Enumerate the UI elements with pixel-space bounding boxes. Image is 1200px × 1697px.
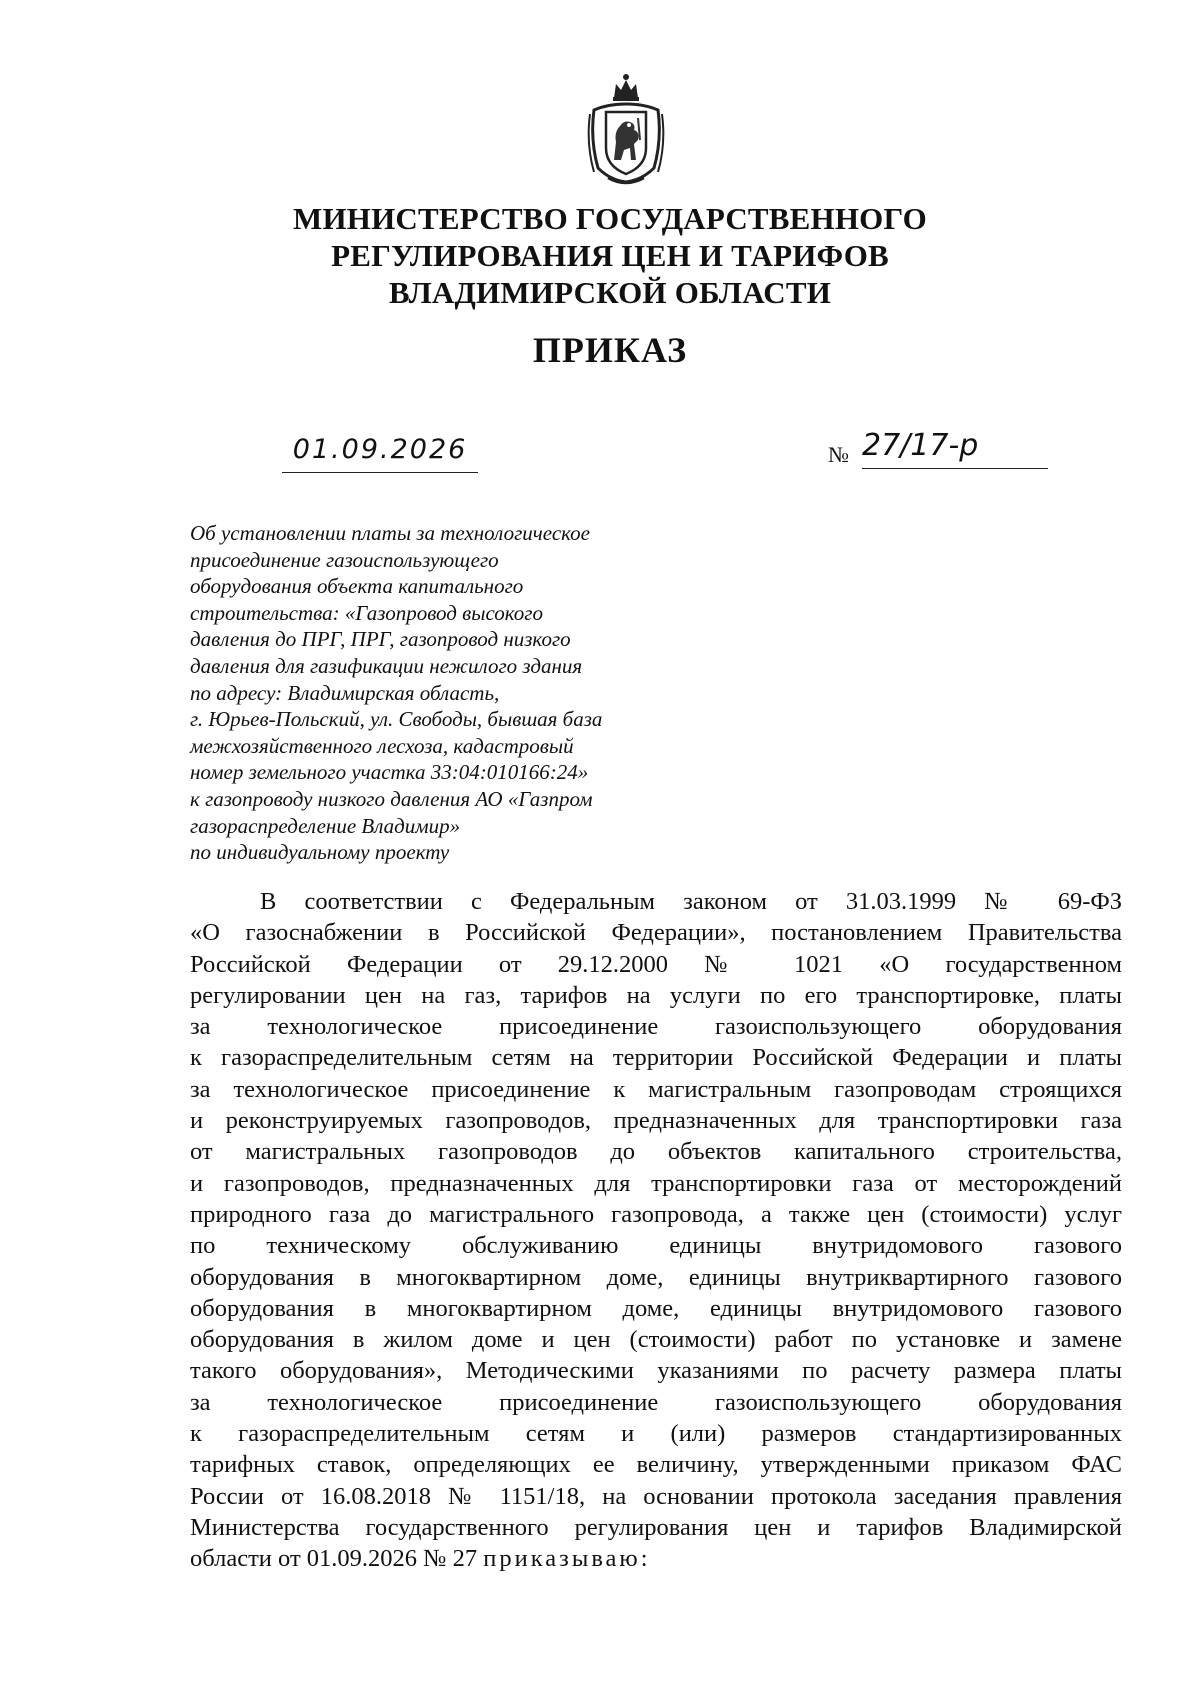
body-line: В соответствии с Федеральным законом от 31.03.1999 № 69-ФЗ xyxy=(260,888,1122,915)
subject-line: присоединение газоиспользующего xyxy=(190,547,499,572)
body-line: такого оборудования», Методическими указаниями по расчету размера платы xyxy=(190,1357,1122,1385)
ministry-name xyxy=(180,200,1040,311)
body-line: природного газа до магистрального газопровода, а также цен (стоимости) услуг xyxy=(190,1200,1122,1228)
subject-line: оборудования объекта капитального xyxy=(190,574,524,599)
body-line: Российской Федерации от 29.12.2000 № 1021 «О государственном xyxy=(190,950,1122,978)
ministry-line-3: ВЛАДИМИРСКОЙ ОБЛАСТИ xyxy=(388,275,832,310)
order-date: 01.09.2026 xyxy=(282,428,478,473)
body-line: «О газоснабжении в Российской Федерации», постановлением Правительства xyxy=(190,919,1122,947)
order-subject xyxy=(190,520,660,866)
order-number: 27/17-р xyxy=(862,424,1048,469)
body-line: и реконструируемых газопроводов, предназначенных для транспортировки газа xyxy=(190,1107,1122,1135)
body-line: по техническому обслуживанию единицы внутридомового газового xyxy=(190,1232,1122,1260)
body-line: и газопроводов, предназначенных для транспортировки газа от месторождений xyxy=(190,1169,1122,1197)
subject-line: по адресу: Владимирская область, xyxy=(190,680,500,705)
subject-line: по индивидуальному проекту xyxy=(190,840,450,865)
subject-line: Об установлении платы за технологическое xyxy=(190,521,590,545)
body-line: оборудования в многоквартирном доме, единицы внутридомового газового xyxy=(190,1294,1122,1322)
body-line: за технологическое присоединение к магистральным газопроводам строящихся xyxy=(190,1075,1122,1103)
body-line: Министерства государственного регулирования цен и тарифов Владимирской xyxy=(190,1513,1122,1541)
body-line: к газораспределительным сетям и (или) размеров стандартизированных xyxy=(190,1420,1122,1448)
order-preamble xyxy=(190,886,1122,1575)
body-line: регулировании цен на газ, тарифов на услуги по его транспортировке, платы xyxy=(190,981,1122,1009)
ministry-line-1: МИНИСТЕРСТВО ГОСУДАРСТВЕННОГО xyxy=(293,201,927,236)
closing-line xyxy=(190,1543,1122,1574)
subject-line: газораспределение Владимир» xyxy=(190,813,461,838)
body-line: оборудования в многоквартирном доме, единицы внутриквартирного газового xyxy=(190,1263,1122,1291)
number-sign: № xyxy=(828,442,849,467)
subject-line: строительства: «Газопровод высокого xyxy=(190,600,543,625)
body-line: от магистральных газопроводов до объектов капитального строительства, xyxy=(190,1138,1122,1166)
subject-line: давления до ПРГ, ПРГ, газопровод низкого xyxy=(190,627,571,652)
subject-line: давления для газификации нежилого здания xyxy=(190,653,583,678)
subject-line: к газопроводу низкого давления АО «Газпром xyxy=(190,786,593,811)
body-line: оборудования в жилом доме и цен (стоимости) работ по установке и замене xyxy=(190,1326,1122,1354)
body-line: к газораспределительным сетям на территории Российской Федерации и платы xyxy=(190,1044,1122,1072)
subject-line: межхозяйственного лесхоза, кадастровый xyxy=(190,733,574,758)
body-line: за технологическое присоединение газоиспользующего оборудования xyxy=(190,1388,1122,1416)
coat-of-arms-icon xyxy=(584,70,668,188)
document-type: ПРИКАЗ xyxy=(532,330,688,370)
body-line: за технологическое присоединение газоиспользующего оборудования xyxy=(190,1013,1122,1041)
order-verb: приказываю: xyxy=(483,1545,651,1573)
ministry-line-2: РЕГУЛИРОВАНИЯ ЦЕН И ТАРИФОВ xyxy=(331,238,889,273)
body-line: тарифных ставок, определяющих ее величину, утвержденными приказом ФАС xyxy=(190,1451,1122,1479)
subject-line: г. Юрьев-Польский, ул. Свободы, бывшая база xyxy=(190,707,603,732)
subject-line: номер земельного участка 33:04:010166:24» xyxy=(190,760,589,785)
body-line: России от 16.08.2018 № 1151/18, на основании протокола заседания правления xyxy=(190,1482,1122,1510)
closing-text: области от 01.09.2026 № 27 xyxy=(190,1545,484,1573)
